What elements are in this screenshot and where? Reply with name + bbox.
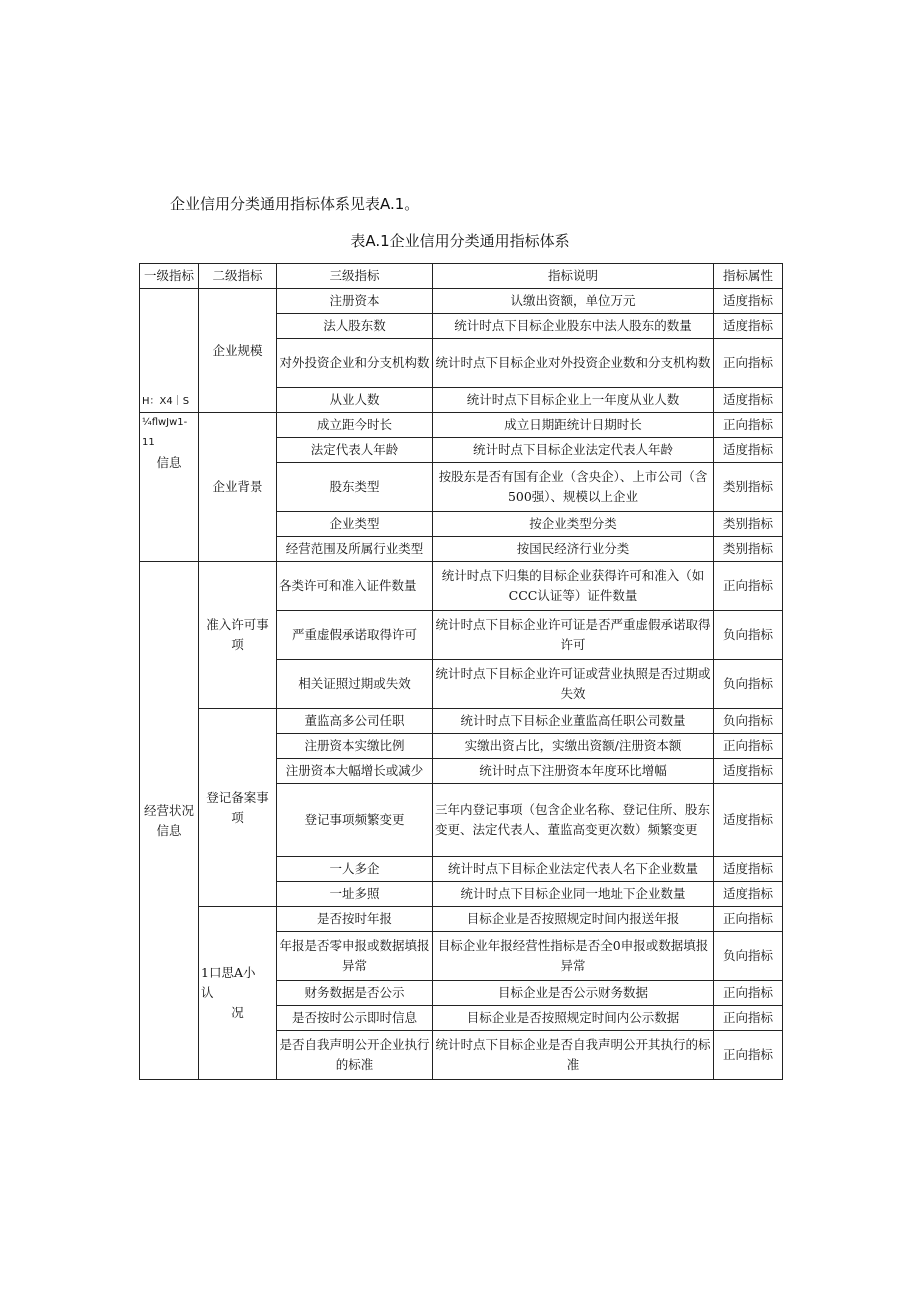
level3-cell: 一址多照 <box>277 882 433 907</box>
level3-cell: 是否按时年报 <box>277 907 433 932</box>
description-cell: 按股东是否有国有企业（含央企）、上市公司（含500强）、规模以上企业 <box>433 463 714 512</box>
level2-annual <box>199 907 277 1080</box>
table-header-row <box>140 264 783 289</box>
attribute-cell: 适度指标 <box>714 759 783 784</box>
level1-basic-bottom <box>140 413 199 562</box>
attribute-cell: 适度指标 <box>714 784 783 857</box>
description-cell: 统计时点下目标企业是否自我声明公开其执行的标准 <box>433 1031 714 1080</box>
attribute-cell: 正向指标 <box>714 413 783 438</box>
level3-cell: 各类许可和准入证件数量 <box>277 562 433 611</box>
level3-cell: 注册资本 <box>277 289 433 314</box>
description-cell: 统计时点下注册资本年度环比增幅 <box>433 759 714 784</box>
level3-cell: 从业人数 <box>277 388 433 413</box>
level3-cell: 经营范围及所属行业类型 <box>277 537 433 562</box>
header-attribute: 指标属性 <box>714 264 783 289</box>
level3-cell: 财务数据是否公示 <box>277 981 433 1006</box>
attribute-cell: 负向指标 <box>714 932 783 981</box>
table-row <box>140 562 783 611</box>
header-description: 指标说明 <box>433 264 714 289</box>
description-cell: 认缴出资额，单位万元 <box>433 289 714 314</box>
level3-cell: 对外投资企业和分支机构数 <box>277 339 433 388</box>
header-level3: 三级指标 <box>277 264 433 289</box>
attribute-cell: 正向指标 <box>714 907 783 932</box>
attribute-cell: 适度指标 <box>714 314 783 339</box>
table-row <box>140 289 783 314</box>
garbled-text: ¼flwJw1-11 <box>142 417 188 448</box>
level3-cell: 是否按时公示即时信息 <box>277 1006 433 1031</box>
description-cell: 按国民经济行业分类 <box>433 537 714 562</box>
table-row <box>140 907 783 932</box>
level1-operating: 经营状况信息 <box>140 562 199 1080</box>
level3-cell: 严重虚假承诺取得许可 <box>277 611 433 660</box>
level2-annual-line3: 况 <box>231 1005 244 1020</box>
attribute-cell: 负向指标 <box>714 611 783 660</box>
level3-cell: 一人多企 <box>277 857 433 882</box>
description-cell: 成立日期距统计日期时长 <box>433 413 714 438</box>
table-caption: 表A.1企业信用分类通用指标体系 <box>350 232 570 250</box>
level2-background: 企业背景 <box>199 413 277 562</box>
indicator-table <box>139 263 783 1080</box>
description-cell: 统计时点下目标企业股东中法人股东的数量 <box>433 314 714 339</box>
attribute-cell: 适度指标 <box>714 438 783 463</box>
level3-cell: 相关证照过期或失效 <box>277 660 433 709</box>
level3-cell: 登记事项频繁变更 <box>277 784 433 857</box>
level2-annual-line1: 1口思A小 <box>201 965 256 980</box>
attribute-cell: 类别指标 <box>714 463 783 512</box>
description-cell: 目标企业是否按照规定时间内报送年报 <box>433 907 714 932</box>
attribute-cell: 适度指标 <box>714 289 783 314</box>
attribute-cell: 适度指标 <box>714 857 783 882</box>
intro-text: 企业信用分类通用指标体系见表A.1。 <box>170 195 420 213</box>
level3-cell: 法人股东数 <box>277 314 433 339</box>
level3-cell: 成立距今时长 <box>277 413 433 438</box>
level3-cell: 注册资本实缴比例 <box>277 734 433 759</box>
level2-permit: 准入许可事项 <box>199 562 277 709</box>
attribute-cell: 正向指标 <box>714 1031 783 1080</box>
description-cell: 目标企业是否按照规定时间内公示数据 <box>433 1006 714 1031</box>
attribute-cell: 类别指标 <box>714 512 783 537</box>
level2-scale: 企业规模 <box>199 289 277 413</box>
garbled-text: H：X4｜S <box>142 396 190 407</box>
description-cell: 统计时点下目标企业上一年度从业人数 <box>433 388 714 413</box>
level3-cell: 是否自我声明公开企业执行的标准 <box>277 1031 433 1080</box>
table-row <box>140 413 783 438</box>
description-cell: 统计时点下目标企业许可证是否严重虚假承诺取得许可 <box>433 611 714 660</box>
attribute-cell: 负向指标 <box>714 709 783 734</box>
description-cell: 统计时点下目标企业许可证或营业执照是否过期或失效 <box>433 660 714 709</box>
level3-cell: 企业类型 <box>277 512 433 537</box>
description-cell: 统计时点下归集的目标企业获得许可和准入（如CCC认证等）证件数量 <box>433 562 714 611</box>
level1-basic-top <box>140 289 199 413</box>
description-cell: 三年内登记事项（包含企业名称、登记住所、股东变更、法定代表人、董监高变更次数）频繁变更 <box>433 784 714 857</box>
description-cell: 统计时点下目标企业法定代表人年龄 <box>433 438 714 463</box>
attribute-cell: 正向指标 <box>714 981 783 1006</box>
level3-cell: 年报是否零申报或数据填报异常 <box>277 932 433 981</box>
attribute-cell: 适度指标 <box>714 388 783 413</box>
header-level2: 二级指标 <box>199 264 277 289</box>
level3-cell: 注册资本大幅增长或减少 <box>277 759 433 784</box>
attribute-cell: 适度指标 <box>714 882 783 907</box>
attribute-cell: 类别指标 <box>714 537 783 562</box>
header-level1: 一级指标 <box>140 264 199 289</box>
attribute-cell: 正向指标 <box>714 1006 783 1031</box>
level1-basic-label: 信息 <box>156 455 182 470</box>
attribute-cell: 正向指标 <box>714 734 783 759</box>
description-cell: 目标企业年报经营性指标是否全0申报或数据填报异常 <box>433 932 714 981</box>
description-cell: 统计时点下目标企业对外投资企业数和分支机构数 <box>433 339 714 388</box>
description-cell: 目标企业是否公示财务数据 <box>433 981 714 1006</box>
description-cell: 实缴出资占比，实缴出资额/注册资本额 <box>433 734 714 759</box>
description-cell: 统计时点下目标企业同一地址下企业数量 <box>433 882 714 907</box>
level2-registration: 登记备案事项 <box>199 709 277 907</box>
description-cell: 统计时点下目标企业法定代表人名下企业数量 <box>433 857 714 882</box>
description-cell: 按企业类型分类 <box>433 512 714 537</box>
attribute-cell: 负向指标 <box>714 660 783 709</box>
level3-cell: 董监高多公司任职 <box>277 709 433 734</box>
level3-cell: 法定代表人年龄 <box>277 438 433 463</box>
level2-annual-line2: 认 <box>201 985 214 1000</box>
attribute-cell: 正向指标 <box>714 339 783 388</box>
attribute-cell: 正向指标 <box>714 562 783 611</box>
table-row <box>140 709 783 734</box>
description-cell: 统计时点下目标企业董监高任职公司数量 <box>433 709 714 734</box>
level3-cell: 股东类型 <box>277 463 433 512</box>
